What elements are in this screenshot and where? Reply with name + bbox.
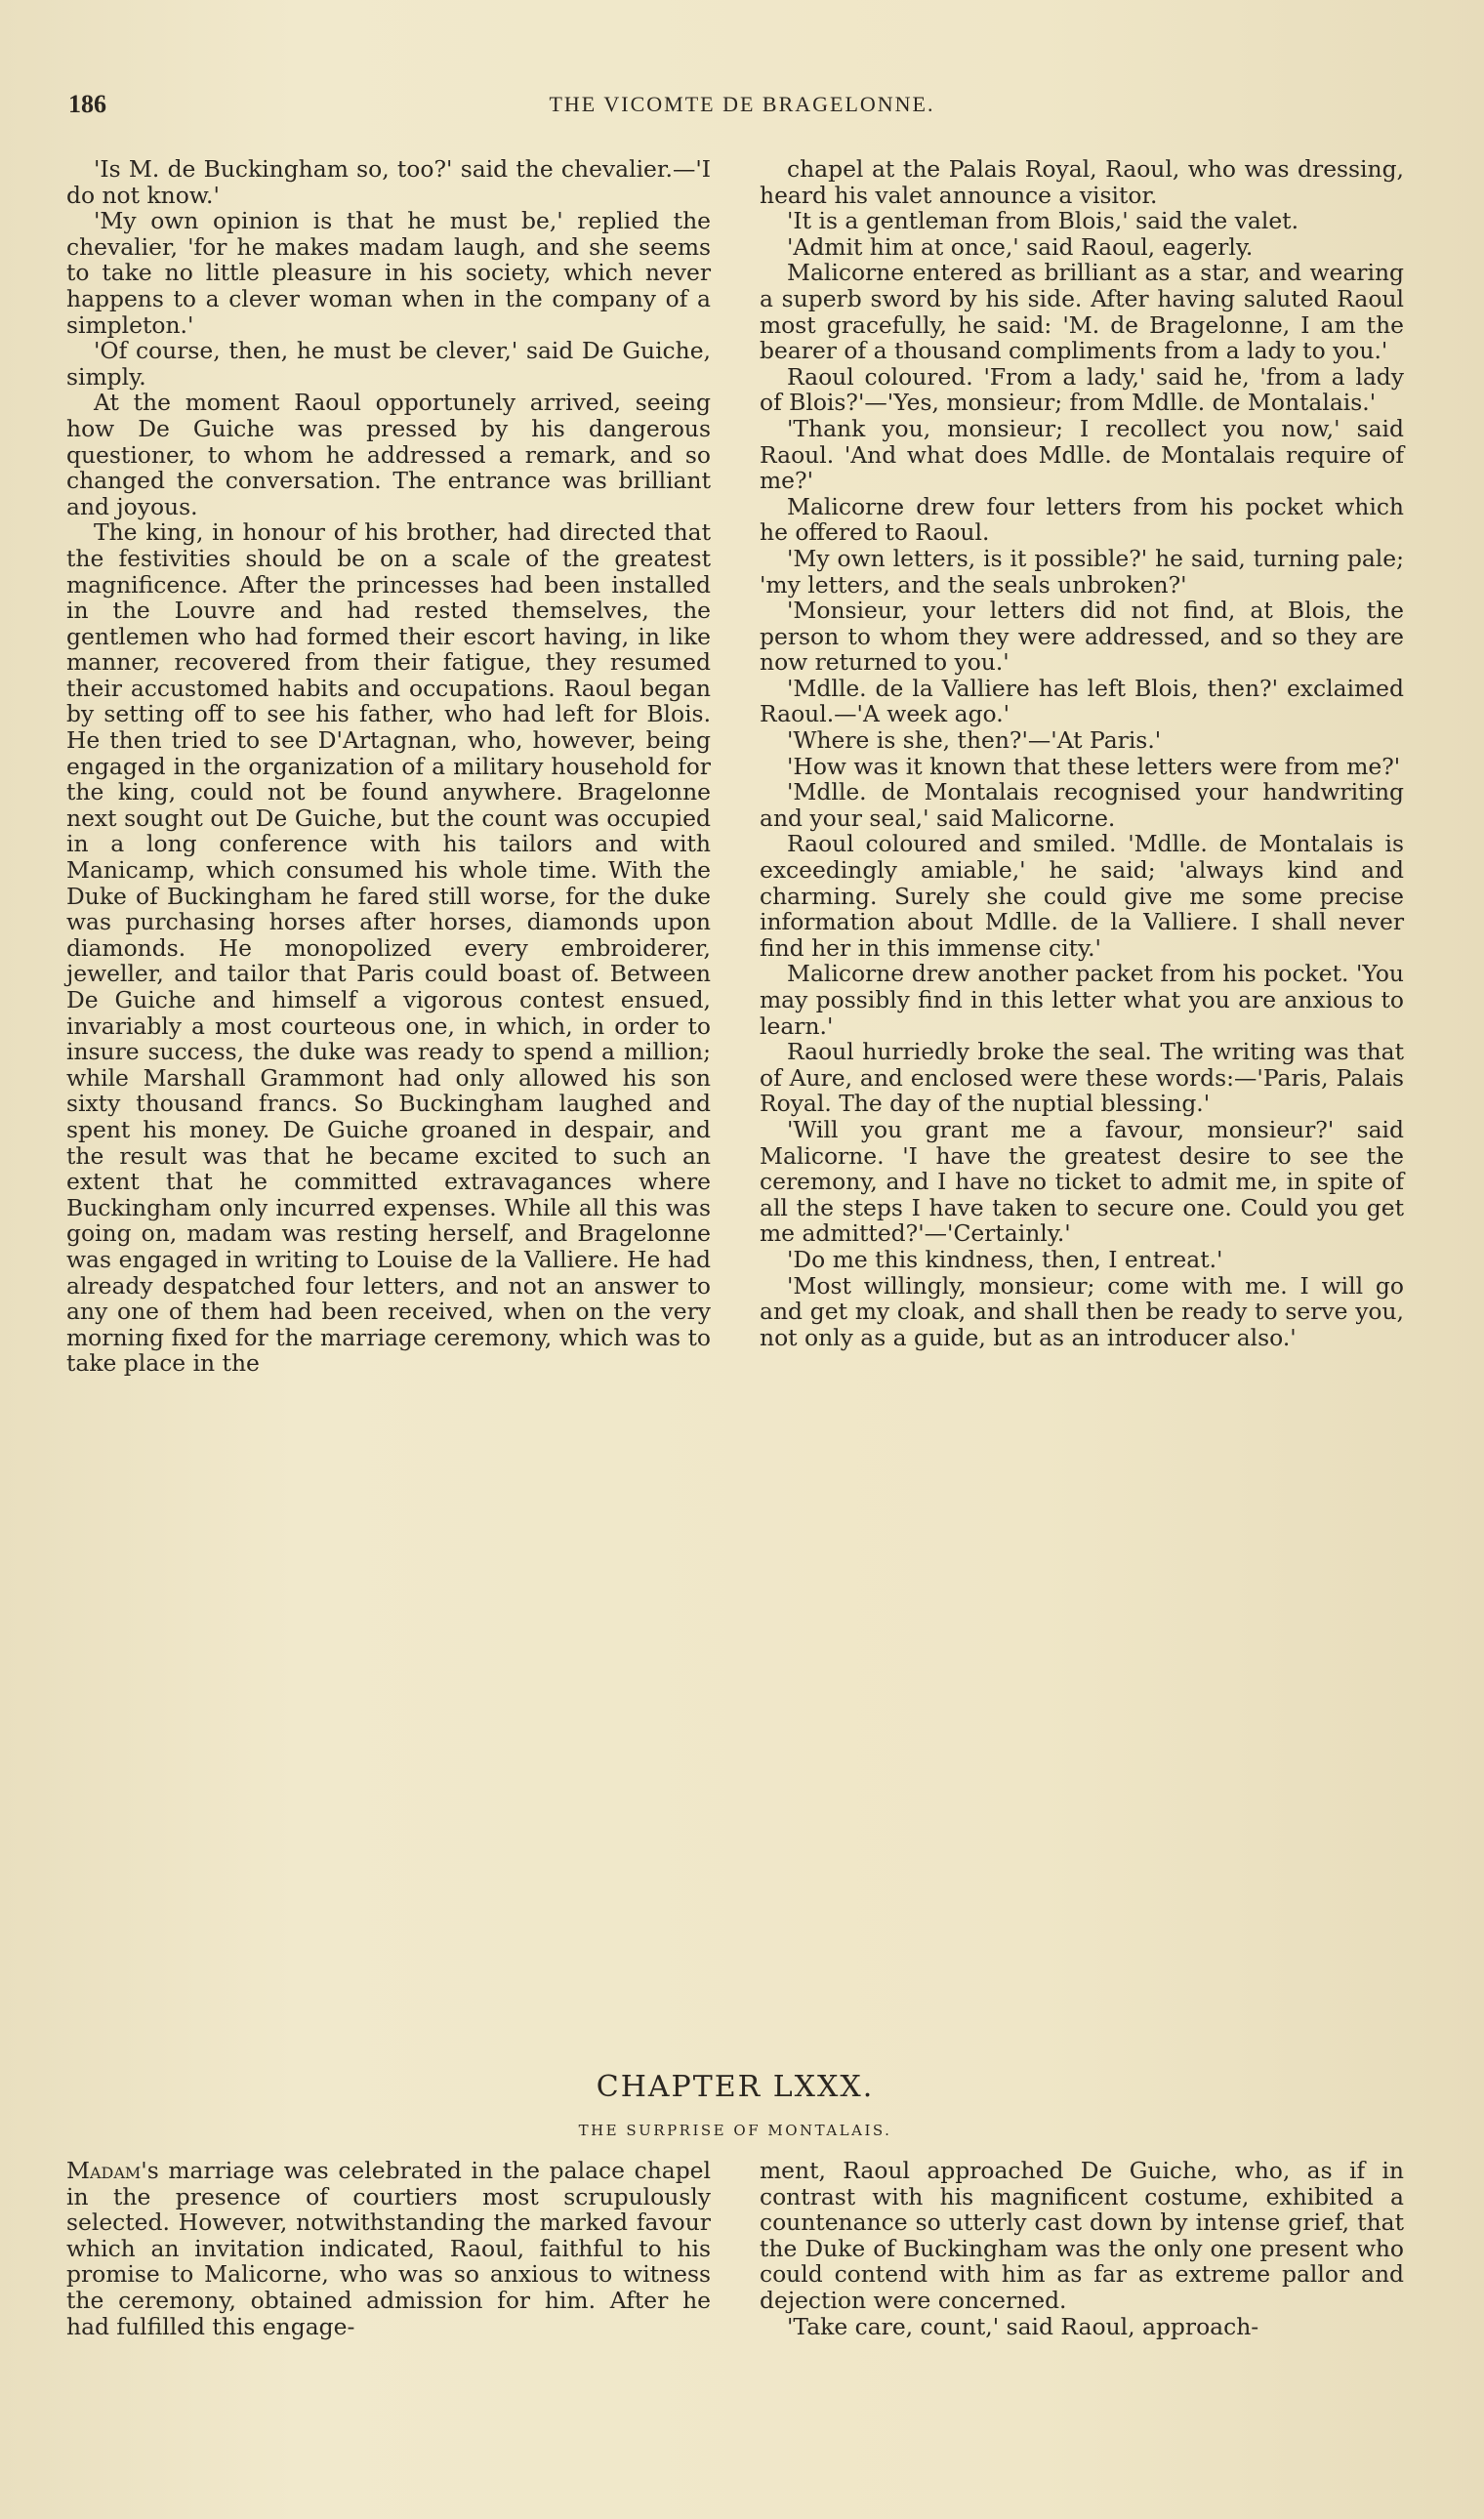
chapter-right-column bbox=[760, 2158, 1404, 2339]
chapter-title: CHAPTER LXXX. bbox=[596, 2070, 875, 2104]
chapter-left-column bbox=[66, 2158, 711, 2339]
paragraph: ment, Raoul approached De Guiche, who, as if in contrast with his magnificent costume, exhibited a countenance so utterly cast down by intense grief, that the Duke of Buckingham was the only one present who could contend with him as far as extreme pallor and dejection were concerned. bbox=[760, 2157, 1404, 2314]
paragraph: 'Do me this kindness, then, I entreat.' bbox=[787, 1245, 1223, 1273]
running-title: THE VICOMTE DE BRAGELONNE. bbox=[549, 92, 935, 116]
paragraph: The king, in honour of his brother, had directed that the festivities should be on a scale of the greatest magnificence. After the princesses had been installed in the Louvre and had rested themselves, the gentlemen who had formed their escort having, in like manner, recovered from their fatigue, they resumed their accustomed habits and occupations. Raoul began by setting off to see his father, who had left for Blois. He then tried to see D'Artagnan, who, however, being engaged in the organization of a military household for the king, could not be found anywhere. Bragelonne next sought out De Guiche, but the count was occupied in a long conference with his tailors and with Manicamp, which consumed his whole time. With the Duke of Buckingham he fared still worse, for the duke was purchasing horses after horses, diamonds upon diamonds. He monopolized every embroiderer, jeweller, and tailor that Paris could boast of. Between De Guiche and himself a vigorous contest ensued, invariably a most courteous one, in which, in order to insure success, the duke was ready to spend a million; while Marshall Grammont had only allowed his son sixty thousand francs. So Buckingham laughed and spent his money. De Guiche groaned in despair, and the result was that he became excited to such an extent that he committed extravagances where Buckingham only incurred expenses. While all this was going on, madam was resting herself, and Bragelonne was engaged in writing to Louise de la Valliere. He had already despatched four letters, and not an answer to any one of them had been received, when on the very morning fixed for the marriage ceremony, which was to take place in the bbox=[66, 518, 711, 1378]
left-column bbox=[66, 156, 711, 1377]
paragraph: Raoul coloured and smiled. 'Mdlle. de Montalais is exceedingly amiable,' he said; 'always kind and charming. Surely she could give me some precise information about Mdlle. de la Valliere. I shall never find her in this immense city.' bbox=[760, 830, 1404, 962]
paragraph: 'My own letters, is it possible?' he said, turning pale; 'my letters, and the seals unbroken?' bbox=[760, 544, 1404, 599]
chapter-heading bbox=[66, 2070, 1404, 2139]
paragraph bbox=[66, 2158, 711, 2339]
paragraph: 'How was it known that these letters were from me?' bbox=[787, 752, 1401, 780]
paragraph: Malicorne drew another packet from his pocket. 'You may possibly find in this letter what you are anxious to learn.' bbox=[760, 960, 1404, 1040]
paragraph: 'Take care, count,' said Raoul, approach- bbox=[787, 2312, 1259, 2340]
chapter-subtitle: THE SURPRISE OF MONTALAIS. bbox=[578, 2122, 892, 2139]
paragraph: Malicorne entered as brilliant as a star, and wearing a superb sword by his side. After having saluted Raoul most gracefully, he said: 'M. de Bragelonne, I am the bearer of a thousand compliments from a lady to you.' bbox=[760, 259, 1404, 365]
paragraph: 'Monsieur, your letters did not find, at Blois, the person to whom they were addressed, and so they are now returned to you.' bbox=[760, 597, 1404, 677]
paragraph: At the moment Raoul opportunely arrived, seeing how De Guiche was pressed by his dangerous questioner, to whom he addressed a remark, and so changed the conversation. The entrance was brilliant and joyous. bbox=[66, 389, 711, 520]
paragraph: Raoul coloured. 'From a lady,' said he, 'from a lady of Blois?'—'Yes, monsieur; from Mdlle. de Montalais.' bbox=[760, 362, 1404, 417]
right-column bbox=[760, 156, 1404, 1350]
paragraph: 'It is a gentleman from Blois,' said the valet. bbox=[787, 207, 1299, 235]
dropcap-word: Madam bbox=[66, 2157, 142, 2184]
paragraph: 'Where is she, then?'—'At Paris.' bbox=[787, 726, 1162, 755]
paragraph: 'Of course, then, he must be clever,' said De Guiche, simply. bbox=[66, 337, 711, 391]
page-number: 186 bbox=[68, 90, 106, 118]
paragraph-text: 's marriage was celebrated in the palace chapel in the presence of courtiers most scrupulously selected. However, notwithstanding the marked favour which an invitation indicated, Raoul, faithful to his promise to Malicorne, who was so anxious to witness the ceremony, obtained admission for him. After he had fulfilled this engage- bbox=[66, 2157, 711, 2340]
paragraph: 'Most willingly, monsieur; come with me. I will go and get my cloak, and shall then be ready to serve you, not only as a guide, but as an introducer also.' bbox=[760, 1271, 1404, 1351]
paragraph: chapel at the Palais Royal, Raoul, who was dressing, heard his valet announce a visitor. bbox=[760, 155, 1404, 209]
paragraph: 'Is M. de Buckingham so, too?' said the chevalier.—'I do not know.' bbox=[66, 155, 711, 209]
paragraph: 'Will you grant me a favour, monsieur?' said Malicorne. 'I have the greatest desire to see the ceremony, and I have no ticket to admit me, in spite of all the steps I have taken to secure one. Could you get me admitted?'—'Certainly.' bbox=[760, 1115, 1404, 1248]
paragraph: 'Admit him at once,' said Raoul, eagerly. bbox=[787, 232, 1254, 261]
paragraph: 'Thank you, monsieur; I recollect you now,' said Raoul. 'And what does Mdlle. de Montalais require of me?' bbox=[760, 414, 1404, 495]
paragraph: 'Mdlle. de la Valliere has left Blois, then?' exclaimed Raoul.—'A week ago.' bbox=[760, 674, 1404, 728]
paragraph: 'Mdlle. de Montalais recognised your handwriting and your seal,' said Malicorne. bbox=[760, 778, 1404, 832]
paragraph: Malicorne drew four letters from his pocket which he offered to Raoul. bbox=[760, 492, 1404, 547]
page-header bbox=[68, 90, 1416, 129]
paragraph: 'My own opinion is that he must be,' replied the chevalier, 'for he makes madam laugh, and she seems to take no little pleasure in his society, which never happens to a clever woman when in the company of a simpleton.' bbox=[66, 207, 711, 339]
paragraph: Raoul hurriedly broke the seal. The writing was that of Aure, and enclosed were these words:—'Paris, Palais Royal. The day of the nuptial blessing.' bbox=[760, 1038, 1404, 1118]
